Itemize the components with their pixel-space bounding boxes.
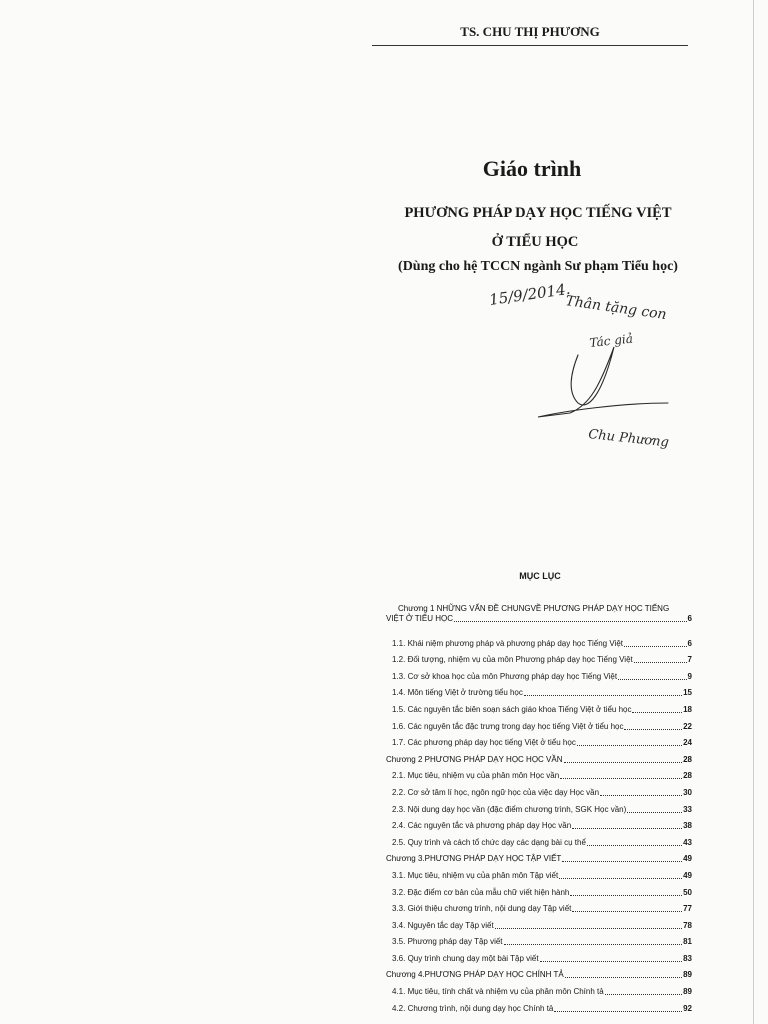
toc-leader-dots: [634, 662, 687, 663]
toc-entry-label: 1.1. Khái niệm phương pháp và phương pháp dạy học Tiếng Việt: [392, 638, 623, 648]
toc-chapter-label-line2: VIỆT Ở TIỂU HỌC: [386, 614, 454, 623]
toc-leader-dots: [560, 778, 682, 779]
signature-stroke: [538, 347, 668, 417]
author-name: TS. CHU THỊ PHƯƠNG: [460, 24, 600, 39]
toc-entry: [386, 815, 692, 832]
toc-entry-label: 4.1. Mục tiêu, tính chất và nhiệm vụ của phân môn Chính tả: [392, 987, 604, 997]
toc-chapter-label-line1: Chương 1 NHỮNG VẤN ĐỀ CHUNGVỀ PHƯƠNG PHÁP DẠY HỌC TIẾNG: [398, 604, 670, 613]
toc-entry-label: 2.5. Quy trình và cách tổ chức dạy các dạng bài cụ thể: [392, 837, 586, 847]
toc-entry: [386, 632, 692, 649]
toc-leader-dots: [454, 621, 687, 622]
toc-leader-dots: [587, 845, 682, 846]
toc-chapter-row: [386, 964, 692, 981]
toc-entry: [386, 947, 692, 964]
toc-leader-dots: [605, 994, 682, 995]
toc-leader-dots: [540, 961, 682, 962]
toc-leader-dots: [564, 762, 683, 763]
book-title-line2: Ở TIỂU HỌC: [491, 234, 579, 250]
toc-leader-dots: [627, 812, 682, 813]
toc-entry-label: Chương 3.PHƯƠNG PHÁP DẠY HỌC TẬP VIẾT: [386, 854, 562, 864]
toc-page-number: 89: [683, 970, 692, 980]
toc-entry: [386, 781, 692, 798]
toc-entry-label: 2.2. Cơ sở tâm lí học, ngôn ngữ học của việc dạy Học vần: [392, 787, 600, 797]
toc-page-number: 43: [683, 837, 692, 847]
toc-page-number: 15: [683, 688, 692, 698]
toc-page-number: 33: [683, 804, 692, 814]
toc-leader-dots: [624, 646, 687, 647]
author-underline: [372, 45, 688, 46]
toc-entry-label: 1.3. Cơ sở khoa học của môn Phương pháp dạy học Tiếng Việt: [392, 671, 618, 681]
toc-entry-label: Chương 4.PHƯƠNG PHÁP DẠY HỌC CHÍNH TẢ: [386, 970, 564, 980]
toc-entry-label: 3.2. Đặc điểm cơ bản của mẫu chữ viết hiện hành: [392, 887, 570, 897]
toc-leader-dots: [618, 679, 686, 680]
toc-entry-label: 1.4. Môn tiếng Việt ở trường tiểu học: [392, 688, 523, 698]
toc-page-number: 22: [683, 721, 692, 731]
book-title-line1: PHƯƠNG PHÁP DẠY HỌC TIẾNG VIỆT: [404, 205, 672, 221]
toc-chapter-row: [386, 848, 692, 865]
toc-entry: [386, 698, 692, 715]
toc-entry: [386, 864, 692, 881]
toc-entry-label: 2.1. Mục tiêu, nhiệm vụ của phân môn Học vần: [392, 771, 560, 781]
toc-leader-dots: [565, 977, 682, 978]
toc-page-number: 28: [683, 754, 692, 764]
toc-page-number: 18: [683, 704, 692, 714]
toc-page-number: 6: [687, 638, 692, 648]
toc-page-number: 49: [683, 870, 692, 880]
toc-entry: [386, 831, 692, 848]
toc-leader-dots: [559, 878, 682, 879]
toc-leader-dots: [570, 895, 682, 896]
toc-page-number: 77: [683, 904, 692, 914]
toc-entry-label: 3.5. Phương pháp dạy Tập viết: [392, 937, 503, 947]
toc-entry-label: 3.4. Nguyên tắc dạy Tập viết: [392, 920, 494, 930]
toc-page-number: 9: [687, 671, 692, 681]
toc-leader-dots: [577, 745, 682, 746]
toc-entry: [386, 765, 692, 782]
table-of-contents: [386, 604, 692, 1014]
toc-entry: [386, 682, 692, 699]
toc-page-number: 50: [683, 887, 692, 897]
toc-entry: [386, 665, 692, 682]
toc-entry: [386, 914, 692, 931]
toc-leader-dots: [524, 695, 682, 696]
toc-entry-label: 3.6. Quy trình chung dạy một bài Tập viết: [392, 953, 539, 963]
toc-leader-dots: [600, 795, 682, 796]
toc-page-number: 24: [683, 738, 692, 748]
toc-entry-label: 1.6. Các nguyên tắc đặc trưng trong dạy học tiếng Việt ở tiểu học: [392, 721, 624, 731]
toc-chapter-row: [386, 748, 692, 765]
toc-entry: [386, 898, 692, 915]
toc-leader-dots: [554, 1011, 682, 1012]
toc-page-number: 81: [683, 937, 692, 947]
toc-leader-dots: [562, 861, 682, 862]
toc-entry: [386, 649, 692, 666]
toc-page-number: 38: [683, 821, 692, 831]
toc-page-number: 83: [683, 953, 692, 963]
toc-entry-label: 4.2. Chương trình, nội dung dạy học Chính tả: [392, 1003, 554, 1013]
toc-entry: [386, 997, 692, 1014]
toc-page-number: 30: [683, 787, 692, 797]
toc-leader-dots: [572, 911, 682, 912]
toc-entry: [386, 732, 692, 749]
toc-page-number: 92: [683, 1003, 692, 1013]
toc-leader-dots: [495, 928, 682, 929]
toc-entry: [386, 715, 692, 732]
toc-page-number: 6: [687, 614, 692, 623]
toc-entry-label: 3.3. Giới thiệu chương trình, nội dung dạy Tập viết: [392, 904, 572, 914]
toc-page-number: 28: [683, 771, 692, 781]
toc-leader-dots: [632, 712, 682, 713]
toc-chapter-row: [386, 604, 692, 632]
toc-entry-label: 2.3. Nội dung dạy học vần (đặc điểm chương trình, SGK Học vần): [392, 804, 627, 814]
toc-entry-label: 1.7. Các phương pháp dạy học tiếng Việt ở tiểu học: [392, 738, 576, 748]
toc-entry: [386, 980, 692, 997]
toc-page-number: 78: [683, 920, 692, 930]
toc-page-number: 89: [683, 987, 692, 997]
book-label: Giáo trình: [482, 156, 582, 181]
toc-leader-dots: [504, 944, 683, 945]
toc-entry-label: Chương 2 PHƯƠNG PHÁP DẠY HỌC HỌC VẦN: [386, 754, 563, 764]
toc-page-number: 49: [683, 854, 692, 864]
toc-entry-label: 1.2. Đối tượng, nhiệm vụ của môn Phương pháp dạy học Tiếng Việt: [392, 655, 633, 665]
book-subtitle: (Dùng cho hệ TCCN ngành Sư phạm Tiểu học): [398, 259, 678, 274]
toc-leader-dots: [572, 828, 682, 829]
toc-entry: [386, 881, 692, 898]
toc-entry: [386, 931, 692, 948]
toc-entry-label: 1.5. Các nguyên tắc biên soạn sách giáo khoa Tiếng Việt ở tiểu học: [392, 704, 632, 714]
toc-leader-dots: [624, 729, 682, 730]
handwritten-inscription: [470, 275, 710, 465]
toc-entry-label: 3.1. Mục tiêu, nhiệm vụ của phân môn Tập viết: [392, 870, 559, 880]
toc-page-number: 7: [687, 655, 692, 665]
inscription-dedication-1: Thân tặng con: [564, 293, 668, 324]
inscription-dedication-2: Tác giả: [588, 331, 634, 350]
inscription-date: 15/9/2014.: [488, 279, 572, 309]
toc-entry-label: 2.4. Các nguyên tắc và phương pháp dạy Học vần: [392, 821, 572, 831]
inscription-signed-name: Chu Phương: [587, 427, 670, 451]
toc-heading: MỤC LỤC: [519, 571, 561, 581]
toc-entry: [386, 798, 692, 815]
scan-edge-line: [753, 0, 754, 1024]
